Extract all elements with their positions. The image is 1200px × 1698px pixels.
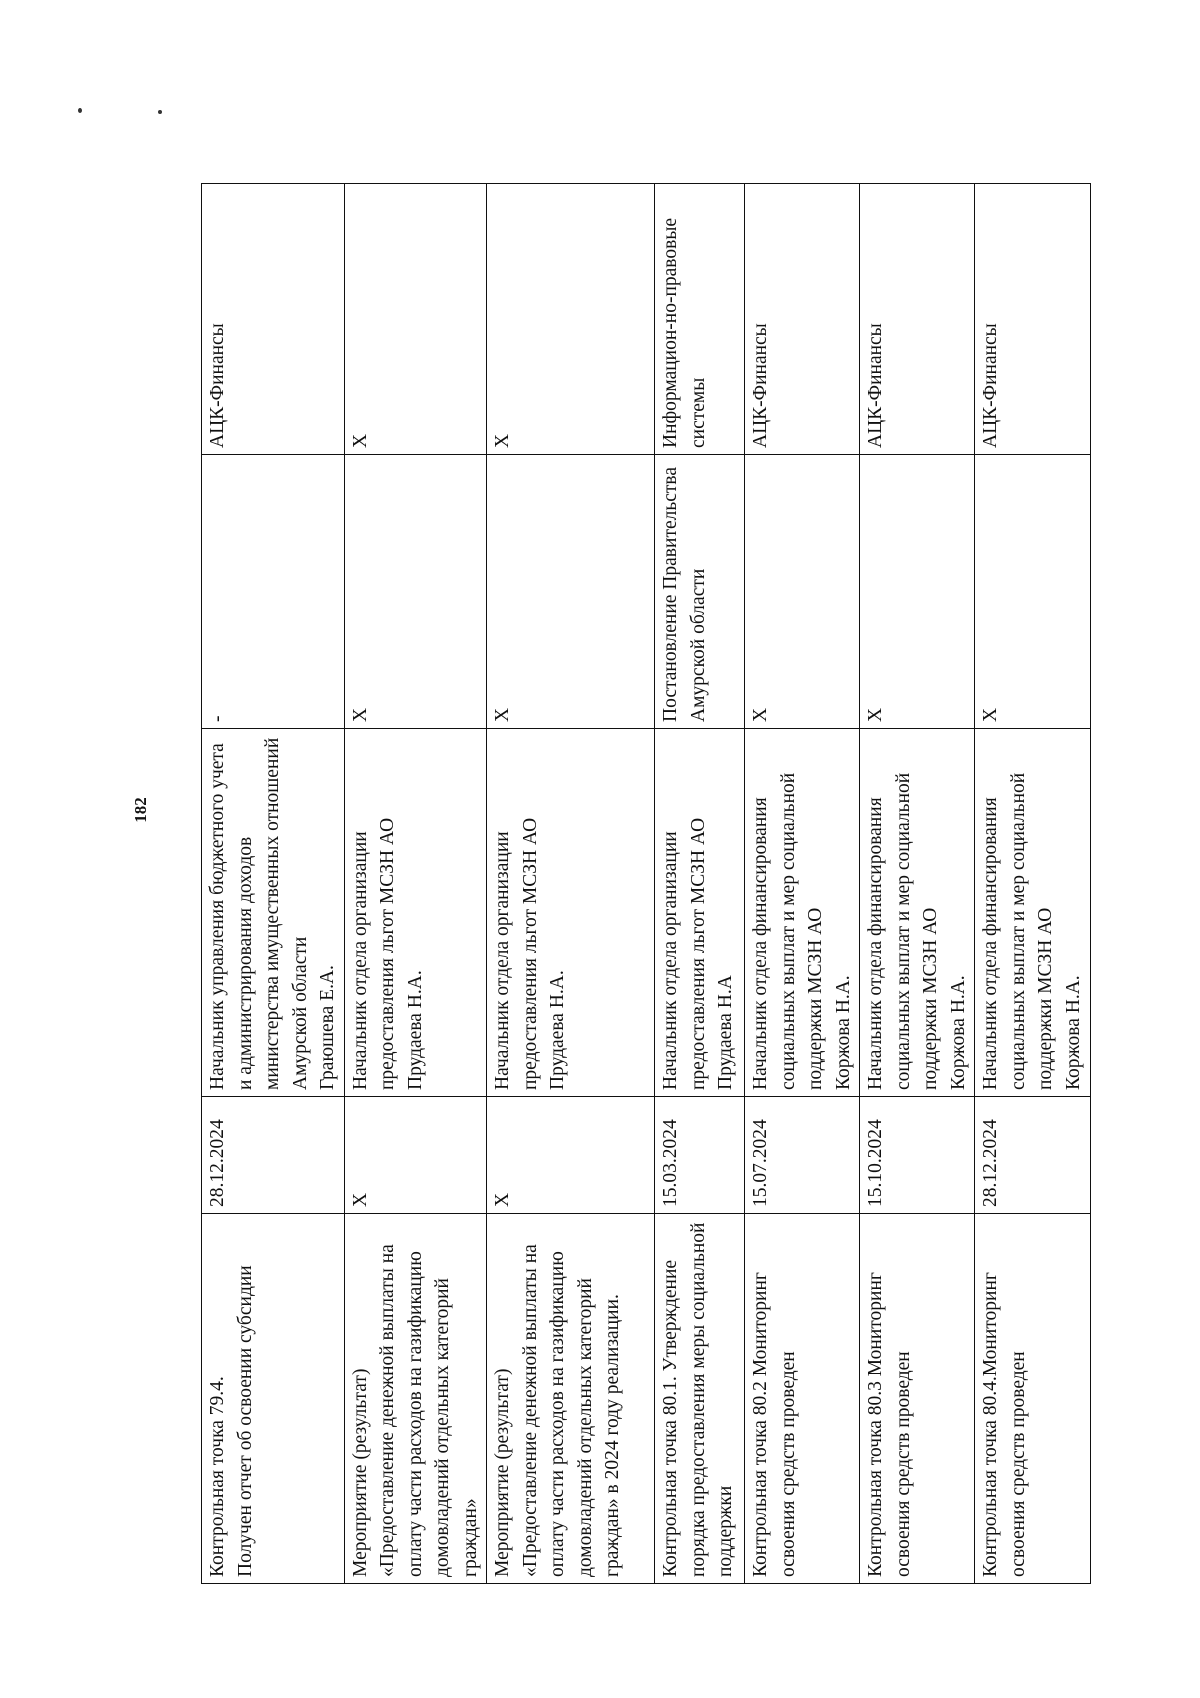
system-cell: [202, 184, 345, 455]
document-text: X: [865, 707, 886, 722]
responsible-cell: [655, 729, 745, 1097]
date-text: X: [492, 1192, 513, 1207]
table-row: [860, 184, 975, 1584]
responsible-cell: [487, 729, 655, 1097]
event-text: Мероприятие (результат) «Предоставление денежной выплаты на оплату части расходов на газификацию домовладений отдельных категорий граждан»: [349, 1244, 481, 1577]
event-text: Контрольная точка 80.1. Утверждение порядка предоставления меры социальной поддержки: [660, 1222, 736, 1577]
date-text: 28.12.2024: [980, 1119, 1001, 1207]
date-text: 15.03.2024: [660, 1119, 681, 1207]
document-text: X: [349, 707, 371, 722]
responsible-text: Начальник отдела финансирования социальных выплат и мер социальной поддержки МСЗН АО Коржова Н.А.: [865, 772, 969, 1090]
date-text: 15.07.2024: [750, 1119, 771, 1207]
date-cell: [202, 1097, 345, 1214]
responsible-text: Начальник отдела организации предоставления льгот МСЗН АО Прудаева Н.А: [660, 817, 736, 1090]
table-row: [655, 184, 745, 1584]
document-cell: [655, 455, 745, 729]
responsible-text: Начальник отдела финансирования социальных выплат и мер социальной поддержки МСЗН АО Коржова Н.А.: [980, 772, 1084, 1090]
responsible-cell: [344, 729, 487, 1097]
event-text: Контрольная точка 80.3 Мониторинг освоения средств проведен: [865, 1272, 914, 1577]
system-text: АЦК-Финансы: [865, 323, 886, 448]
system-text: АЦК-Финансы: [980, 323, 1001, 448]
responsible-cell: [745, 729, 860, 1097]
document-text: -: [207, 715, 228, 722]
system-cell: [860, 184, 975, 455]
rotated-table-container: [201, 184, 1084, 1584]
page-number: 182: [131, 797, 150, 823]
table-row: [745, 184, 860, 1584]
responsible-cell: [860, 729, 975, 1097]
scan-speck: [78, 108, 82, 113]
event-text: Мероприятие (результат) «Предоставление денежной выплаты на оплату части расходов на газификацию домовладений отдельных категорий граждан» в 2024 году реализации.: [492, 1244, 623, 1577]
responsible-text: Начальник отдела организации предоставления льгот МСЗН АО Прудаева Н.А.: [349, 817, 426, 1090]
event-cell: [202, 1214, 345, 1584]
system-cell: [655, 184, 745, 455]
system-text: X: [492, 433, 513, 448]
table-row: [344, 184, 487, 1584]
date-cell: [975, 1097, 1091, 1214]
document-text: X: [492, 707, 513, 722]
table-row: [202, 184, 345, 1584]
responsible-cell: [202, 729, 345, 1097]
event-cell: [745, 1214, 860, 1584]
event-cell: [655, 1214, 745, 1584]
system-cell: [975, 184, 1091, 455]
document-cell: [745, 455, 860, 729]
document-text: X: [980, 707, 1001, 722]
document-cell: [860, 455, 975, 729]
document-text: X: [750, 707, 771, 722]
event-text: Контрольная точка 79.4. Получен отчет об освоении субсидии: [207, 1265, 256, 1577]
responsible-text: Начальник отдела организации предоставления льгот МСЗН АО Прудаева Н.А.: [492, 817, 568, 1090]
document-cell: [487, 455, 655, 729]
table-row: [487, 184, 655, 1584]
responsible-text: Начальник отдела финансирования социальных выплат и мер социальной поддержки МСЗН АО Коржова Н.А.: [750, 772, 854, 1090]
system-cell: [344, 184, 487, 455]
date-cell: [655, 1097, 745, 1214]
document-cell: [975, 455, 1091, 729]
document-text: Постановление Правительства Амурской области: [660, 466, 709, 722]
date-cell: [487, 1097, 655, 1214]
document-cell: [202, 455, 345, 729]
responsible-cell: [975, 729, 1091, 1097]
date-cell: [745, 1097, 860, 1214]
date-text: 28.12.2024: [207, 1119, 228, 1207]
system-text: АЦК-Финансы: [207, 323, 228, 448]
responsible-text: Начальник управления бюджетного учета и администрирования доходов министерства имущественных отношений Амурской области Граюшева Е.А.: [207, 737, 338, 1090]
system-text: АЦК-Финансы: [750, 323, 771, 448]
event-text: Контрольная точка 80.4.Мониторинг освоения средств проведен: [980, 1272, 1029, 1577]
date-cell: [860, 1097, 975, 1214]
document-cell: [344, 455, 487, 729]
event-cell: [487, 1214, 655, 1584]
scan-speck: [158, 110, 162, 114]
system-text: Информацион-но-правовые системы: [660, 217, 709, 448]
system-cell: [487, 184, 655, 455]
table-row: [975, 184, 1091, 1584]
system-text: X: [349, 433, 371, 448]
control-points-table: [201, 183, 1091, 1584]
date-text: X: [349, 1192, 371, 1207]
system-cell: [745, 184, 860, 455]
date-text: 15.10.2024: [865, 1119, 886, 1207]
event-cell: [975, 1214, 1091, 1584]
event-text: Контрольная точка 80.2 Мониторинг освоения средств проведен: [750, 1272, 799, 1577]
date-cell: [344, 1097, 487, 1214]
event-cell: [860, 1214, 975, 1584]
event-cell: [344, 1214, 487, 1584]
